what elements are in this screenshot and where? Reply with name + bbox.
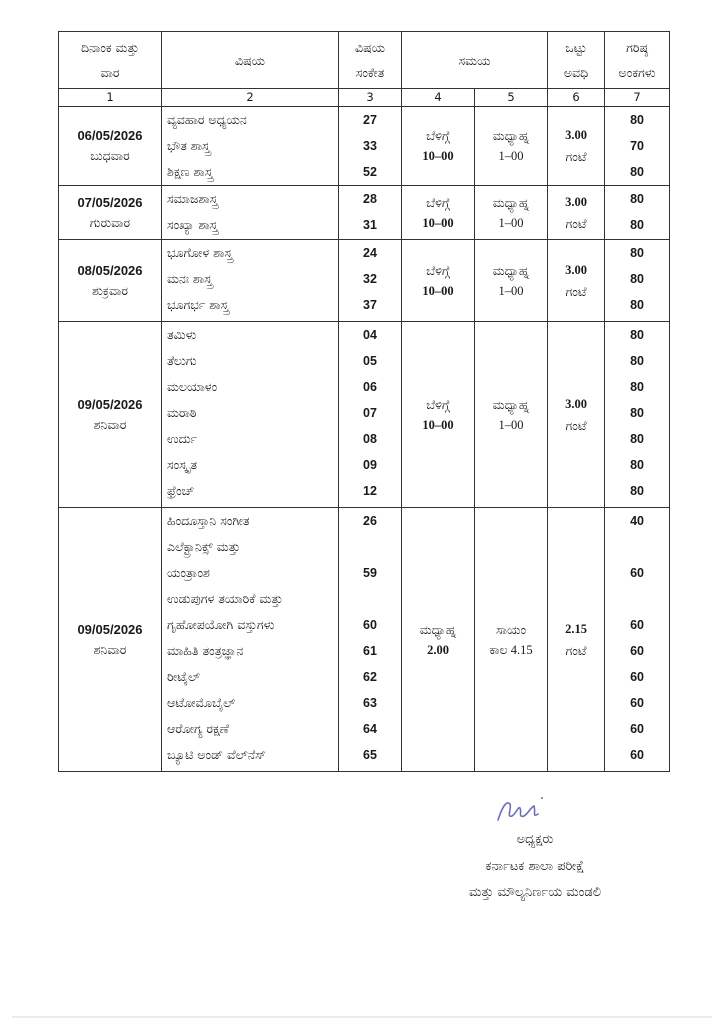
duration-unit: ಗಂಟೆ	[565, 215, 587, 231]
duration-value: 3.00	[565, 396, 587, 411]
header-label: ಅವಧಿ	[563, 65, 589, 80]
subject-name: ಸಂಸ್ಕೃತ	[167, 457, 198, 472]
end-time-cell	[475, 240, 548, 322]
date-cell	[59, 107, 162, 186]
subject-name: ಮಾಹಿತಿ ತಂತ್ರಜ್ಞಾನ	[167, 643, 244, 658]
end-time-label: ಮಧ್ಯಾಹ್ನ	[492, 396, 530, 412]
subject-code: 27	[363, 113, 377, 127]
exam-date: 07/05/2026	[77, 194, 143, 210]
max-marks: 60	[630, 670, 644, 684]
code-cell	[339, 322, 402, 508]
subject-name: ಎಲೆಕ್ಟ್ರಾನಿಕ್ಸ್ ಮತ್ತು	[167, 539, 241, 554]
duration-value: 3.00	[565, 262, 587, 277]
subject-name: ಉರ್ದು	[167, 431, 198, 446]
subject-name: ಶಿಕ್ಷಣ ಶಾಸ್ತ್ರ	[167, 164, 213, 179]
start-time-value: 2.00	[427, 642, 449, 657]
subject-name: ಆಟೋಮೊಬೈಲ್	[167, 695, 236, 710]
subject-name: ಫ್ರೆಂಚ್	[167, 483, 195, 498]
max-marks: 80	[630, 192, 644, 206]
end-time-label: ಮಧ್ಯಾಹ್ನ	[492, 194, 530, 210]
end-time-cell	[475, 186, 548, 240]
duration-cell	[548, 107, 605, 186]
end-time-label: ಮಧ್ಯಾಹ್ನ	[492, 262, 530, 278]
column-number: 4	[402, 89, 475, 107]
marks-cell	[605, 508, 670, 772]
signatory-title: ಅಧ್ಯಕ್ಷರು	[516, 832, 554, 847]
subject-name: ಸಂಖ್ಯಾ ಶಾಸ್ತ್ರ	[167, 217, 218, 232]
subject-code: 08	[363, 432, 377, 446]
subject-code: 31	[363, 218, 377, 232]
max-marks: 70	[630, 139, 644, 153]
duration-cell	[548, 508, 605, 772]
signature-scribble	[490, 790, 550, 830]
subject-cell	[162, 508, 339, 772]
start-time-cell	[402, 508, 475, 772]
max-marks: 60	[630, 566, 644, 580]
column-number: 6	[548, 89, 605, 107]
subject-code: 24	[363, 246, 377, 260]
start-time-value: 10–00	[422, 149, 454, 163]
subject-code: 07	[363, 406, 377, 420]
exam-day-row	[59, 240, 670, 322]
subject-cell	[162, 107, 339, 186]
duration-cell	[548, 322, 605, 508]
subject-name: ಹಿಂದೂಸ್ತಾನಿ ಸಂಗೀತ	[167, 513, 250, 528]
exam-day-row	[59, 508, 670, 772]
max-marks: 80	[630, 406, 644, 420]
column-number: 7	[605, 89, 670, 107]
header-subject: ವಿಷಯ	[162, 32, 339, 89]
end-time-value: 1–00	[498, 417, 524, 432]
start-time-cell	[402, 322, 475, 508]
duration-unit: ಗಂಟೆ	[565, 642, 587, 658]
start-time-label: ಬೆಳಿಗ್ಗೆ	[426, 262, 450, 278]
subject-name: ಭೂಗೋಳ ಶಾಸ್ತ್ರ	[167, 245, 233, 260]
code-cell	[339, 107, 402, 186]
max-marks: 80	[630, 218, 644, 232]
code-cell	[339, 508, 402, 772]
header-label: ವಾರ	[100, 65, 120, 80]
start-time-cell	[402, 186, 475, 240]
subject-name: ಮನಃ ಶಾಸ್ತ್ರ	[167, 271, 213, 286]
max-marks: 60	[630, 696, 644, 710]
max-marks: 80	[630, 272, 644, 286]
subject-name: ಭೌತ ಶಾಸ್ತ್ರ	[167, 138, 211, 153]
end-time-label: ಸಾಯಂ	[496, 621, 526, 637]
date-cell	[59, 322, 162, 508]
subject-name: ಗೃಹೋಪಯೋಗಿ ವಸ್ತುಗಳು	[167, 617, 275, 632]
start-time-cell	[402, 240, 475, 322]
column-number: 2	[162, 89, 339, 107]
duration-value: 3.00	[565, 128, 587, 142]
duration-unit: ಗಂಟೆ	[565, 149, 587, 164]
subject-name: ತಮಿಳು	[167, 327, 197, 342]
max-marks: 80	[630, 298, 644, 312]
subject-name: ಭೂಗರ್ಭ ಶಾಸ್ತ್ರ	[167, 297, 229, 312]
column-number: 3	[339, 89, 402, 107]
date-cell	[59, 186, 162, 240]
exam-weekday: ಶನಿವಾರ	[93, 641, 127, 657]
duration-value: 2.15	[565, 621, 587, 636]
max-marks: 80	[630, 354, 644, 368]
code-cell	[339, 240, 402, 322]
start-time-label: ಬೆಳಿಗ್ಗೆ	[426, 396, 450, 412]
subject-cell	[162, 186, 339, 240]
subject-cell	[162, 240, 339, 322]
subject-code: 61	[363, 644, 377, 658]
column-number: 5	[475, 89, 548, 107]
subject-name: ಬ್ಯೂಟಿ ಅಂಡ್ ವೆಲ್‌ನೆಸ್	[167, 747, 266, 762]
start-time-value: 10–00	[422, 417, 454, 432]
max-marks: 80	[630, 113, 644, 127]
board-name-line1: ಕರ್ನಾಟಕ ಶಾಲಾ ಪರೀಕ್ಷೆ	[485, 859, 585, 874]
duration-unit: ಗಂಟೆ	[565, 283, 587, 299]
exam-day-row	[59, 186, 670, 240]
subject-code	[339, 534, 401, 560]
max-marks	[605, 586, 669, 612]
subject-name: ಮಲಯಾಳಂ	[167, 379, 218, 394]
subject-code: 32	[363, 272, 377, 286]
start-time-label: ಮಧ್ಯಾಹ್ನ	[419, 621, 457, 637]
subject-code: 05	[363, 354, 377, 368]
end-time-cell	[475, 322, 548, 508]
column-number-row	[59, 89, 670, 107]
subject-name: ಉಡುಪುಗಳ ತಯಾರಿಕೆ ಮತ್ತು	[167, 591, 283, 606]
end-time-value: ಕಾಲ 4.15	[489, 642, 533, 657]
marks-cell	[605, 186, 670, 240]
exam-date: 06/05/2026	[77, 128, 143, 143]
exam-day-row	[59, 322, 670, 508]
max-marks: 80	[630, 165, 644, 179]
header-label: ಒಟ್ಟು	[565, 40, 587, 55]
max-marks: 80	[630, 432, 644, 446]
subject-name: ಆರೋಗ್ಯ ರಕ್ಷಣೆ	[167, 721, 229, 736]
duration-cell	[548, 186, 605, 240]
exam-weekday: ಬುಧವಾರ	[90, 148, 130, 163]
subject-code: 63	[363, 696, 377, 710]
max-marks: 80	[630, 458, 644, 472]
subject-name: ಮರಾಠಿ	[167, 405, 197, 420]
subject-name: ತೆಲುಗು	[167, 353, 197, 368]
subject-code: 37	[363, 298, 377, 312]
exam-weekday: ಶನಿವಾರ	[93, 416, 127, 432]
subject-code: 52	[363, 165, 377, 179]
subject-name: ರೀಟೈಲ್	[167, 669, 201, 684]
date-cell	[59, 508, 162, 772]
duration-unit: ಗಂಟೆ	[565, 417, 587, 433]
exam-day-row	[59, 107, 670, 186]
duration-cell	[548, 240, 605, 322]
start-time-label: ಬೆಳಿಗ್ಗೆ	[426, 128, 450, 143]
marks-cell	[605, 322, 670, 508]
end-time-value: 1–00	[498, 283, 524, 298]
end-time-cell	[475, 508, 548, 772]
max-marks: 80	[630, 328, 644, 342]
header-label: ಗರಿಷ್ಠ	[626, 40, 648, 55]
subject-code	[339, 586, 401, 612]
header-label: ಅಂಕಗಳು	[618, 65, 656, 80]
subject-code: 26	[363, 514, 377, 528]
exam-timetable	[58, 31, 670, 772]
end-time-label: ಮಧ್ಯಾಹ್ನ	[492, 128, 530, 143]
header-duration	[548, 32, 605, 89]
subject-cell	[162, 322, 339, 508]
subject-code: 12	[363, 484, 377, 498]
marks-cell	[605, 240, 670, 322]
timetable-body	[59, 107, 670, 772]
max-marks: 60	[630, 618, 644, 632]
subject-code: 04	[363, 328, 377, 342]
end-time-cell	[475, 107, 548, 186]
max-marks: 60	[630, 644, 644, 658]
exam-date: 09/05/2026	[77, 621, 143, 637]
code-cell	[339, 186, 402, 240]
exam-date: 09/05/2026	[77, 396, 143, 412]
header-date-day	[59, 32, 162, 89]
page-bottom-rule	[12, 1016, 712, 1018]
start-time-value: 10–00	[422, 283, 454, 298]
exam-weekday: ಗುರುವಾರ	[89, 214, 131, 230]
marks-cell	[605, 107, 670, 186]
max-marks: 80	[630, 246, 644, 260]
header-label: ಸಂಕೇತ	[355, 65, 385, 80]
subject-name: ಸಮಾಜಶಾಸ್ತ್ರ	[167, 191, 218, 206]
header-max-marks	[605, 32, 670, 89]
start-time-cell	[402, 107, 475, 186]
start-time-label: ಬೆಳಿಗ್ಗೆ	[426, 194, 450, 210]
subject-code: 09	[363, 458, 377, 472]
end-time-value: 1–00	[498, 149, 524, 163]
subject-code: 59	[363, 566, 377, 580]
start-time-value: 10–00	[422, 215, 454, 230]
subject-code: 62	[363, 670, 377, 684]
exam-date: 08/05/2026	[77, 262, 143, 278]
date-cell	[59, 240, 162, 322]
max-marks: 40	[630, 514, 644, 528]
header-row	[59, 32, 670, 89]
subject-code: 33	[363, 139, 377, 153]
subject-name: ಯಂತ್ರಾಂಶ	[167, 565, 210, 580]
exam-weekday: ಶುಕ್ರವಾರ	[91, 282, 129, 298]
subject-code: 60	[363, 618, 377, 632]
subject-code: 65	[363, 748, 377, 762]
board-name-line2: ಮತ್ತು ಮೌಲ್ಯನಿರ್ಣಯ ಮಂಡಲಿ	[469, 885, 601, 900]
header-label: ದಿನಾಂಕ ಮತ್ತು	[80, 40, 140, 55]
end-time-value: 1–00	[498, 215, 524, 230]
header-subject-code	[339, 32, 402, 89]
max-marks: 80	[630, 380, 644, 394]
column-number: 1	[59, 89, 162, 107]
subject-name: ವ್ಯವಹಾರ ಅಧ್ಯಯನ	[167, 112, 247, 127]
max-marks: 60	[630, 748, 644, 762]
subject-code: 64	[363, 722, 377, 736]
max-marks	[605, 534, 669, 560]
subject-code: 06	[363, 380, 377, 394]
max-marks: 60	[630, 722, 644, 736]
header-label: ವಿಷಯ	[355, 40, 385, 55]
subject-code: 28	[363, 192, 377, 206]
duration-value: 3.00	[565, 194, 587, 209]
header-time: ಸಮಯ	[402, 32, 548, 89]
max-marks: 80	[630, 484, 644, 498]
